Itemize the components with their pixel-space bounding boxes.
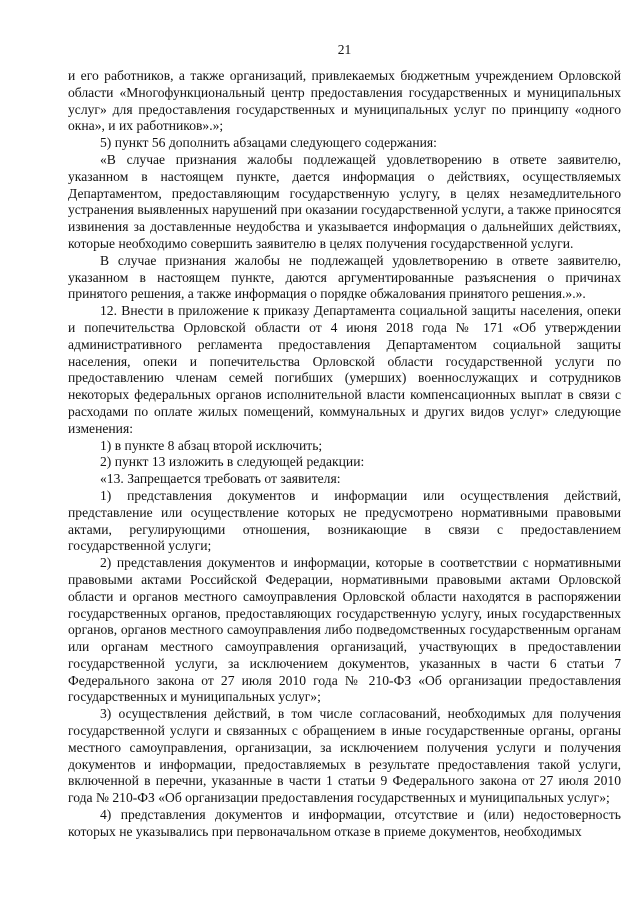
paragraph-p9: 1) представления документов и информации или осуществления действий, представление или осуществление которых не предусмотрено нормативными правовыми актами, регулирующими отношения, возникающие в связи с предоставлением государственной услуги;: [68, 487, 621, 554]
paragraph-p5: 12. Внести в приложение к приказу Департамента социальной защиты населения, опеки и попечительства Орловской области от 4 июня 2018 года № 171 «Об утверждении административного регламента предоставления Департаментом социальной защиты населения, опеки и попечительства Орловской области государственной услуги по предоставлению членам семей погибших (умерших) военнослужащих и сотрудников некоторых федеральных органов исполнительной власти компенсационных выплат в связи с расходами по оплате жилых помещений, коммунальных и других видов услуг» следующие изменения:: [68, 303, 621, 436]
page-number: 21: [337, 42, 352, 57]
paragraph-p6: 1) в пункте 8 абзац второй исключить;: [100, 437, 323, 453]
paragraph-p10: 2) представления документов и информации, которые в соответствии с нормативными правовыми актами Российской Федерации, нормативными правовыми актами Орловской области и органов местного самоуправления Орловской области находятся в распоряжении государственных органов, предоставляющих государственную услугу, иных государственных органов, органов местного самоуправления либо подведомственных государственным органам или органам местного самоуправления организаций, участвующих в предоставлении государственной услуги, за исключением документов, указанных в части 6 статьи 7 Федерального закона от 27 июля 2010 года № 210-ФЗ «Об организации предоставления государственных и муниципальных услуг»;: [68, 555, 621, 705]
paragraph-p11: 3) осуществления действий, в том числе согласований, необходимых для получения государственной услуги и связанных с обращением в иные государственные органы, органы местного самоуправления, организации, за исключением получения услуги и получения документов и информации, предоставляемых в результате предоставления такой услуги, включенной в перечни, указанные в части 1 статьи 9 Федерального закона от 27 июля 2010 года № 210-ФЗ «Об организации предоставления государственных и муниципальных услуг»;: [68, 706, 621, 806]
paragraph-p8: «13. Запрещается требовать от заявителя:: [100, 471, 341, 487]
paragraph-p4: В случае признания жалобы не подлежащей удовлетворению в ответе заявителю, указанном в настоящем пункте, даются аргументированные разъяснения о причинах принятого решения, а также информация о порядке обжалования принятого решения.».».: [68, 252, 621, 302]
paragraph-p2: 5) пункт 56 дополнить абзацами следующего содержания:: [100, 135, 437, 151]
document-body: [68, 68, 621, 841]
paragraph-p3: «В случае признания жалобы подлежащей удовлетворению в ответе заявителю, указанном в настоящем пункте, дается информация о действиях, осуществляемых Департаментом, предоставляющим государственную услугу, в целях незамедлительного устранения выявленных нарушений при оказании государственной услуги, а также приносятся извинения за доставленные неудобства и указывается информация о дальнейших действиях, которые необходимо совершить заявителю в целях получения государственной услуги.: [68, 151, 621, 251]
paragraph-p1: и его работников, а также организаций, привлекаемых бюджетным учреждением Орловской области «Многофункциональный центр предоставления государственных и муниципальных услуг» для предоставления государственных и муниципальных услуг по принципу «одного окна», и их работников».»;: [68, 68, 621, 134]
paragraph-p7: 2) пункт 13 изложить в следующей редакции:: [100, 454, 365, 470]
paragraph-p12: 4) представления документов и информации, отсутствие и (или) недостоверность которых не указывались при первоначальном отказе в приеме документов, необходимых: [68, 807, 621, 839]
